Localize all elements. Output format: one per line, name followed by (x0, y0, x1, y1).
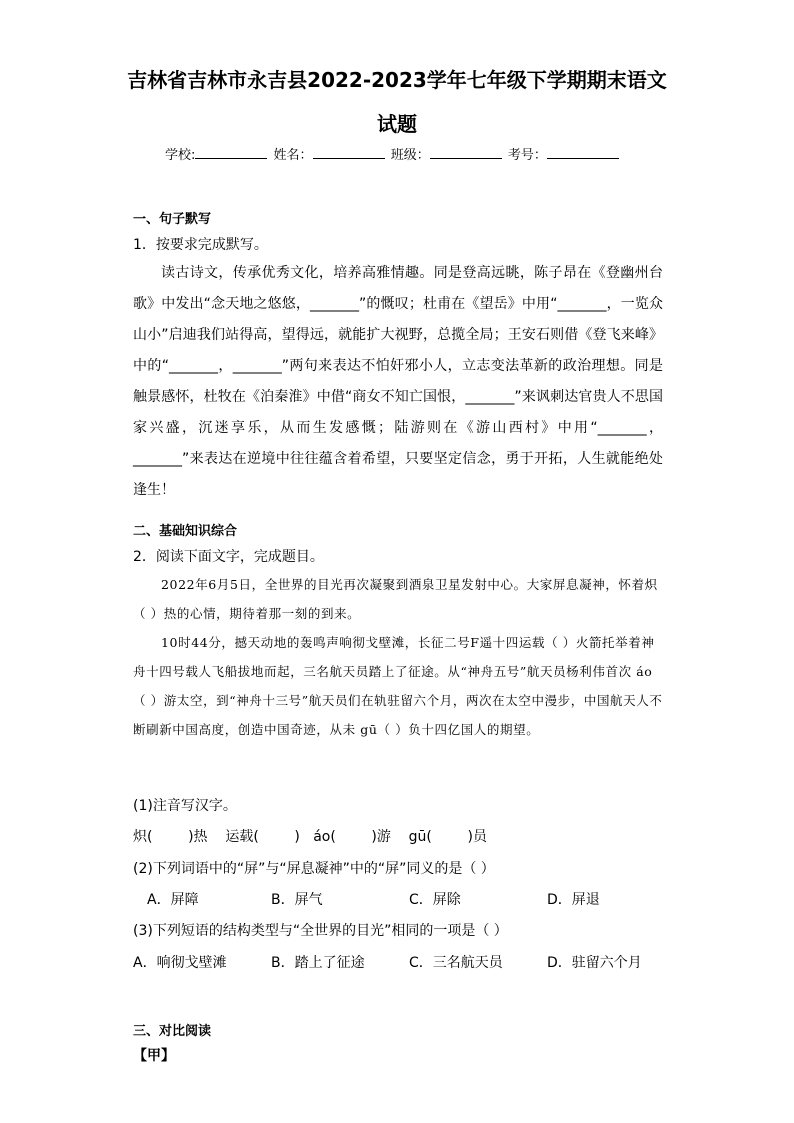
section3-heading: 三、对比阅读 (133, 1024, 212, 1039)
class-label: 班级： (390, 148, 430, 163)
question1-text: 读古诗文，传承优秀文化，培养高雅情趣。同是登高远眺，陈子昂在《登幽州台歌》中发出“念天地之悠悠，_______”的慨叹；杜甫在《望岳》中用“_______，一览众山小”启迪我们站得高，望得远，就能扩大视野，总揽全局；王安石则借《登飞来峰》中的“_______，_______”两句来表达不怕奸邪小人，立志变法革新的政治理想。同是触景感怀，杜牧在《泊秦淮》中借“商女不知亡国恨，_______”来讽刺达官贵人不思国家兴盛，沉迷享乐，从而生发感慨；陆游则在《游山西村》中用“_______，_______”来表达在逆境中往往蕴含着希望，只要坚定信念，勇于开拓，人生就能绝处逢生！ (133, 265, 663, 498)
class-blank[interactable] (430, 146, 502, 159)
option-b[interactable]: B．屏气 (271, 892, 323, 908)
option-d[interactable]: D．驻留六个月 (547, 955, 642, 971)
option-d[interactable]: D．屏退 (547, 892, 600, 908)
section2-heading: 二、基础知识综合 (133, 524, 238, 539)
exam-title-line2: 试题 (377, 112, 417, 136)
name-label: 姓名： (273, 148, 313, 163)
subquestion3-prompt: (3)下列短语的结构类型与“全世界的目光”相同的一项是（ ） (133, 923, 508, 939)
question1-paragraph (133, 258, 663, 506)
subquestion1-blanks: 炽( )热 运载( ) áo( )游 gū( )员 (133, 829, 487, 845)
option-a[interactable]: A．屏障 (147, 892, 199, 908)
option-a[interactable]: A．响彻戈壁滩 (133, 955, 227, 971)
subquestion2-prompt: (2)下列词语中的“屏”与“屏息凝神”中的“屏”同义的是（ ） (133, 861, 495, 877)
name-blank[interactable] (313, 146, 385, 159)
option-c[interactable]: C．屏除 (409, 892, 461, 908)
option-c[interactable]: C．三名航天员 (409, 955, 503, 971)
student-info-line (165, 144, 635, 163)
exam-no-blank[interactable] (547, 146, 619, 159)
exam-no-label: 考号： (507, 148, 547, 163)
school-label: 学校: (165, 148, 196, 163)
question1-prompt: 1．按要求完成默写。 (133, 237, 268, 253)
school-blank[interactable] (195, 146, 267, 159)
question2-passage (133, 570, 663, 744)
option-b[interactable]: B．踏上了征途 (271, 955, 365, 971)
section1-heading: 一、句子默写 (133, 212, 212, 227)
passage-label-jia: 【甲】 (133, 1048, 175, 1064)
exam-title-line1: 吉林省吉林市永吉县2022-2023学年七年级下学期期末语文 (127, 68, 667, 92)
passage-paragraph-1: 2022年6月5日，全世界的目光再次凝聚到酒泉卫星发射中心。大家屏息凝神，怀着炽（ ）热的心情，期待着那一刻的到来。 (133, 577, 658, 621)
passage-paragraph-2: 10时44分，撼天动地的轰鸣声响彻戈壁滩，长征二号F遥十四运载（ ）火箭托举着神舟十四号载人飞船拔地而起，三名航天员踏上了征途。从“神舟五号”航天员杨利伟首次 áo（ ）游太空，到“神舟十三号”航天员们在轨驻留六个月，两次在太空中漫步，中国航天人不断刷新中国高度，创造中国奇迹，从未 gū（ ）负十四亿国人的期望。 (133, 635, 663, 737)
question2-prompt: 2．阅读下面文字，完成题目。 (133, 549, 324, 565)
subquestion1-prompt: (1)注音写汉字。 (133, 798, 237, 814)
